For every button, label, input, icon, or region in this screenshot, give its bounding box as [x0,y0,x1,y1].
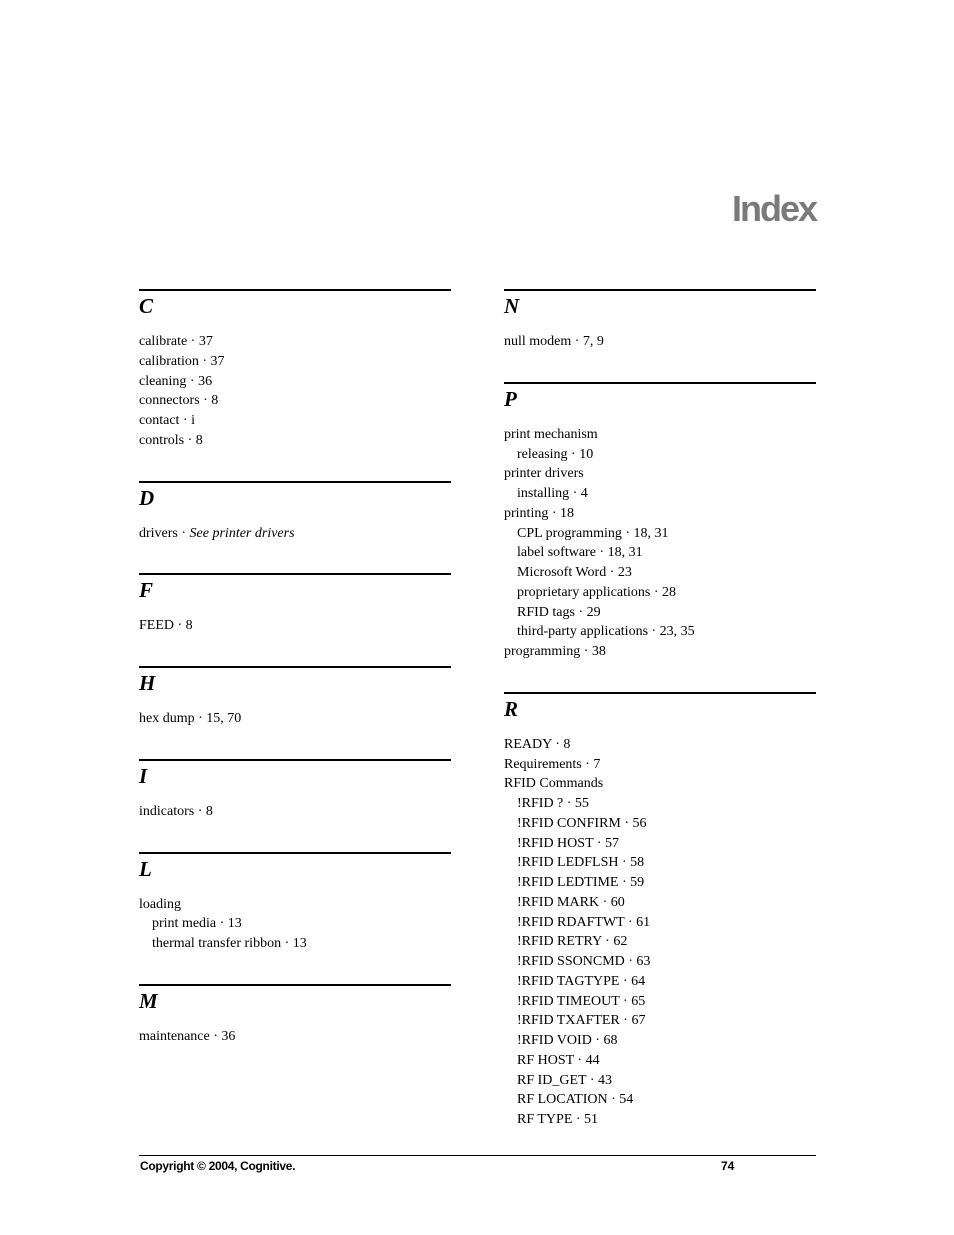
index-subentry [504,932,816,952]
entry-text: third-party applications · 23, 35 [517,624,695,640]
entry-text: !RFID ? · 55 [517,796,589,811]
index-section-m [139,984,451,1047]
entry-text: releasing · 10 [517,446,594,462]
index-entry [504,642,816,662]
entry-text: print media · 13 [152,916,242,932]
entry-text: cleaning · 36 [139,373,213,389]
section-letter: P [504,386,517,411]
entry-text: !RFID VOID · 68 [517,1033,618,1048]
section-header [139,573,451,606]
index-subentry [504,834,816,854]
section-header [139,984,451,1017]
entry-text: printing · 18 [504,505,574,521]
index-subentry [504,893,816,913]
section-letter: M [139,988,158,1013]
index-section-f [139,573,451,636]
index-entry [139,391,451,411]
entry-text: READY · 8 [504,736,571,752]
entry-list [139,616,451,636]
index-subentry [504,1011,816,1031]
index-section-l [139,852,451,954]
index-section-r [504,692,816,1130]
entry-text: !RFID CONFIRM · 56 [517,815,647,831]
index-entry [139,616,451,636]
index-column-right [504,289,816,1160]
entry-text: null modem · 7, 9 [504,334,604,349]
section-header [504,289,816,322]
entry-text: !RFID RDAFTWT · 61 [517,914,651,930]
entry-text: RFID Commands [504,776,604,792]
entry-text: connectors · 8 [139,393,219,409]
index-section-c [139,289,451,451]
section-letter: F [139,578,154,603]
section-header [139,666,451,699]
entry-list [139,895,451,954]
index-subentry [504,1031,816,1051]
index-section-d [139,481,451,544]
entry-text: maintenance · 36 [139,1028,236,1044]
index-entry [139,411,451,431]
entry-text: label software · 18, 31 [517,545,643,561]
index-subentry [504,1071,816,1091]
index-entry [139,431,451,451]
index-subentry [504,1110,816,1130]
index-subentry [504,484,816,504]
index-subentry [504,445,816,465]
section-letter: I [139,763,148,788]
entry-text: RF TYPE · 51 [517,1112,599,1127]
entry-text: !RFID MARK · 60 [517,894,625,910]
section-letter: N [504,294,520,318]
index-entry [504,755,816,775]
index-entry [504,332,816,352]
index-entry [504,735,816,755]
entry-list [139,1027,451,1047]
entry-text: calibration · 37 [139,353,225,369]
entry-list [139,802,451,822]
entry-text: !RFID HOST · 57 [517,835,620,851]
entry-text: !RFID TXAFTER · 67 [517,1013,646,1029]
entry-text: RF HOST · 44 [517,1052,600,1068]
entry-text: hex dump · 15, 70 [139,711,242,726]
entry-text: !RFID LEDTIME · 59 [517,875,645,890]
entry-text: Microsoft Word · 23 [517,565,632,580]
index-entry [504,774,816,794]
entry-text: controls · 8 [139,432,203,448]
index-subentry [504,622,816,642]
index-section-h [139,666,451,729]
index-subentry [504,524,816,544]
index-entry [139,802,451,822]
entry-text: RF ID_GET · 43 [517,1072,613,1088]
index-subentry [504,543,816,563]
entry-text: installing · 4 [517,486,588,501]
entry-text: proprietary applications · 28 [517,584,677,600]
entry-list [504,735,816,1130]
entry-text: RF LOCATION · 54 [517,1092,634,1108]
entry-text: !RFID RETRY · 62 [517,934,628,950]
section-header [504,692,816,725]
entry-text: CPL programming · 18, 31 [517,525,669,541]
index-subentry [504,583,816,603]
section-header [139,852,451,885]
section-letter: C [139,294,154,318]
index-entry [139,1027,451,1047]
index-entry [139,709,451,729]
page-title: Index [731,188,816,229]
index-entry [139,372,451,392]
index-subentry [504,1090,816,1110]
index-column-left [139,289,451,1077]
index-subentry [504,794,816,814]
section-header [139,481,451,514]
index-section-p [504,382,816,662]
index-entry [504,464,816,484]
footer-page-number: 74 [721,1159,735,1173]
index-subentry [504,814,816,834]
index-entry [139,352,451,372]
section-header [139,759,451,792]
index-entry [139,524,451,544]
index-entry [139,332,451,352]
index-entry [139,895,451,915]
entry-text: thermal transfer ribbon · 13 [152,936,307,951]
entry-text: !RFID TAGTYPE · 64 [517,973,646,989]
index-subentry [504,913,816,933]
index-entry [504,504,816,524]
footer-divider [139,1155,816,1156]
section-header [139,289,451,322]
entry-text: Requirements · 7 [504,756,601,772]
section-letter: L [139,856,152,881]
entry-text: contact · i [139,413,195,428]
index-subentry [139,934,451,954]
index-entry [504,425,816,445]
index-subentry [504,563,816,583]
entry-list [139,332,451,451]
section-letter: R [504,696,519,721]
index-subentry [504,972,816,992]
entry-text: printer drivers [504,466,584,482]
see-reference-link[interactable]: See printer drivers [189,525,295,541]
entry-text: !RFID LEDFLSH · 58 [517,855,645,871]
section-letter: D [139,485,155,510]
entry-text: programming · 38 [504,644,606,659]
footer-copyright: Copyright © 2004, Cognitive. [140,1159,296,1173]
index-subentry [504,992,816,1012]
entry-text: calibrate · 37 [139,334,213,349]
index-subentry [504,952,816,972]
section-header [504,382,816,415]
index-subentry [139,914,451,934]
index-subentry [504,853,816,873]
entry-text: drivers · [139,525,190,541]
index-subentry [504,1051,816,1071]
index-section-n [504,289,816,352]
entry-list [504,425,816,662]
entry-list [139,709,451,729]
entry-text: indicators · 8 [139,803,213,819]
index-subentry [504,873,816,893]
entry-text: !RFID SSONCMD · 63 [517,954,651,969]
entry-text: !RFID TIMEOUT · 65 [517,993,646,1009]
entry-list [139,524,451,544]
entry-text: loading [139,896,181,912]
index-subentry [504,603,816,623]
entry-list [504,332,816,352]
section-letter: H [139,671,156,695]
entry-text: RFID tags · 29 [517,604,601,620]
entry-text: print mechanism [504,426,598,442]
index-section-i [139,759,451,822]
entry-text: FEED · 8 [139,618,193,634]
